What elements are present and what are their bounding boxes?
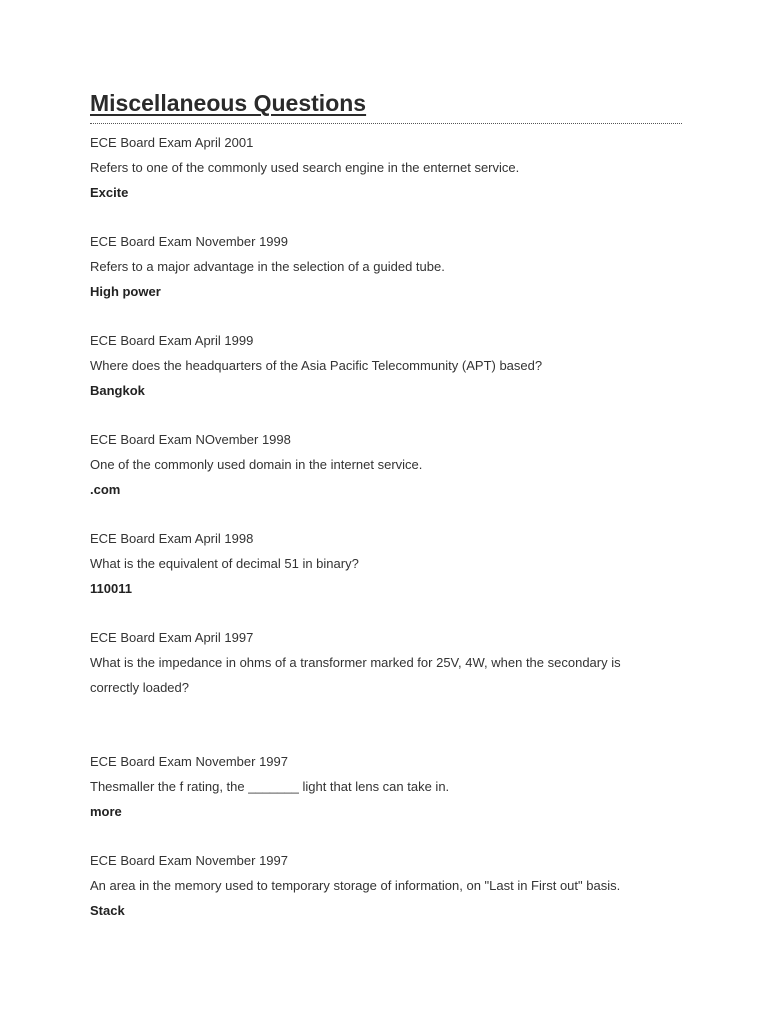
question-text: Refers to a major advantage in the selection of a guided tube. [90, 259, 445, 274]
question-entry [90, 130, 682, 205]
exam-label: ECE Board Exam April 1999 [90, 333, 254, 348]
question-entry [90, 526, 682, 601]
exam-label: ECE Board Exam NOvember 1998 [90, 432, 291, 447]
entry-spacer [90, 502, 682, 526]
entry-spacer [90, 700, 682, 749]
exam-label: ECE Board Exam April 1997 [90, 630, 254, 645]
question-entry [90, 229, 682, 304]
question-text: Where does the headquarters of the Asia Pacific Telecommunity (APT) based? [90, 358, 543, 373]
question-text: What is the impedance in ohms of a transformer marked for 25V, 4W, when the secondary is correctly loaded? [90, 655, 621, 695]
question-text: An area in the memory used to temporary storage of information, on "Last in First out" basis. [90, 878, 621, 893]
answer-text: more [90, 804, 122, 819]
question-text: Refers to one of the commonly used search engine in the enternet service. [90, 160, 520, 175]
answer-text: High power [90, 284, 161, 299]
answer-text: .com [90, 482, 121, 497]
question-entry [90, 427, 682, 502]
question-entry [90, 328, 682, 403]
entry-spacer [90, 824, 682, 848]
answer-text: Bangkok [90, 383, 145, 398]
question-text: Thesmaller the f rating, the _______ light that lens can take in. [90, 779, 450, 794]
page-title: Miscellaneous Questions [90, 90, 367, 116]
answer-text: Stack [90, 903, 125, 918]
question-text: What is the equivalent of decimal 51 in binary? [90, 556, 359, 571]
question-entry [90, 625, 682, 700]
answer-text: 110011 [90, 581, 132, 596]
exam-label: ECE Board Exam November 1997 [90, 853, 288, 868]
exam-label: ECE Board Exam April 1998 [90, 531, 254, 546]
question-entry [90, 749, 682, 824]
answer-text: Excite [90, 185, 129, 200]
entry-spacer [90, 304, 682, 328]
exam-label: ECE Board Exam November 1999 [90, 234, 288, 249]
entry-spacer [90, 403, 682, 427]
document-page [90, 88, 682, 923]
question-entry [90, 848, 682, 923]
entry-spacer [90, 205, 682, 229]
exam-label: ECE Board Exam November 1997 [90, 754, 288, 769]
question-text: One of the commonly used domain in the internet service. [90, 457, 423, 472]
question-list [90, 130, 682, 923]
title-row [90, 88, 682, 124]
entry-spacer [90, 601, 682, 625]
exam-label: ECE Board Exam April 2001 [90, 135, 254, 150]
